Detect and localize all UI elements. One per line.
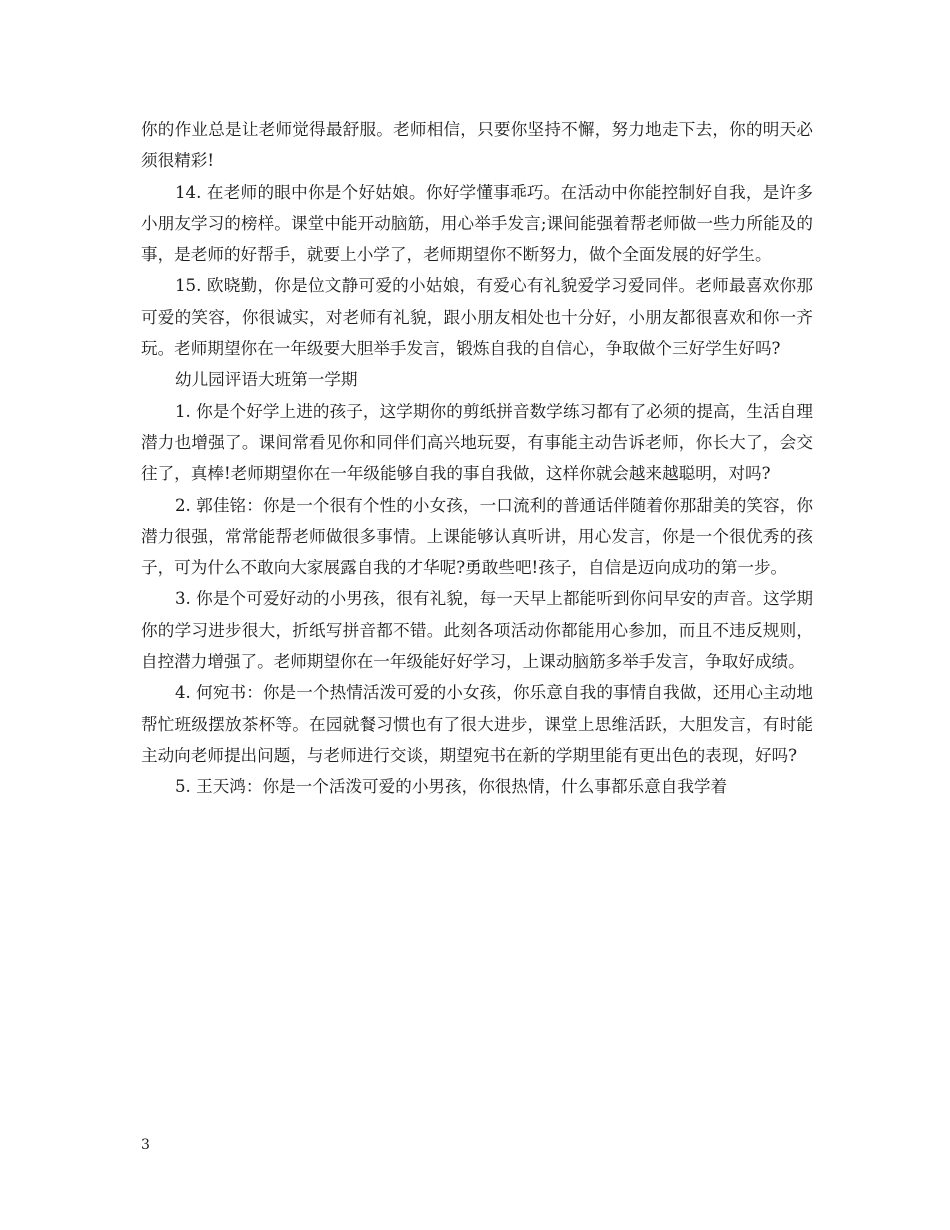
paragraph-item-2: 2. 郭佳铭：你是一个很有个性的小女孩，一口流利的普通话伴随着你那甜美的笑容，你潜力很强，常常能帮老师做很多事情。上课能够认真听讲，用心发言，你是一个很优秀的孩子，可为什么不敢向大家展露自我的才华呢?勇敢些吧!孩子，自信是迈向成功的第一步。 xyxy=(141,495,813,578)
paragraph-item-14: 14. 在老师的眼中你是个好姑娘。你好学懂事乖巧。在活动中你能控制好自我，是许多小朋友学习的榜样。课堂中能开动脑筋，用心举手发言;课间能强着帮老师做一些力所能及的事，是老师的好帮手，就要上小学了，老师期望你不断努力，做个全面发展的好学生。 xyxy=(141,182,813,265)
paragraph-item-4: 4. 何宛书：你是一个热情活泼可爱的小女孩，你乐意自我的事情自我做，还用心主动地帮忙班级摆放茶杯等。在园就餐习惯也有了很大进步，课堂上思维活跃，大胆发言，有时能主动向老师提出问题，与老师进行交谈，期望宛书在新的学期里能有更出色的表现，好吗? xyxy=(141,683,813,765)
paragraph-item-3: 3. 你是个可爱好动的小男孩，很有礼貌，每一天早上都能听到你问早安的声音。这学期你的学习进步很大，折纸写拼音都不错。此刻各项活动你都能用心参加，而且不违反规则，自控潜力增强了。老师期望你在一年级能好好学习，上课动脑筋多举手发言，争取好成绩。 xyxy=(141,589,813,672)
section-heading: 幼儿园评语大班第一学期 xyxy=(175,370,358,390)
paragraph-continuation: 你的作业总是让老师觉得最舒服。老师相信，只要你坚持不懈，努力地走下去，你的明天必须很精彩! xyxy=(141,120,813,171)
paragraph-item-15: 15. 欧晓勤，你是位文静可爱的小姑娘，有爱心有礼貌爱学习爱同伴。老师最喜欢你那可爱的笑容，你很诚实，对老师有礼貌，跟小朋友相处也十分好，小朋友都很喜欢和你一齐玩。老师期望你在一年级要大胆举手发言，锻炼自我的自信心，争取做个三好学生好吗? xyxy=(141,276,813,359)
document-body xyxy=(141,114,813,803)
paragraph-item-5: 5. 王天鸿：你是一个活泼可爱的小男孩，你很热情，什么事都乐意自我学着 xyxy=(175,777,728,797)
page-number: 3 xyxy=(141,1137,150,1153)
paragraph-item-1: 1. 你是个好学上进的孩子，这学期你的剪纸拼音数学练习都有了必须的提高，生活自理潜力也增强了。课间常看见你和同伴们高兴地玩耍，有事能主动告诉老师，你长大了，会交往了，真棒!老师期望你在一年级能够自我的事自我做，这样你就会越来越聪明，对吗? xyxy=(141,401,813,484)
